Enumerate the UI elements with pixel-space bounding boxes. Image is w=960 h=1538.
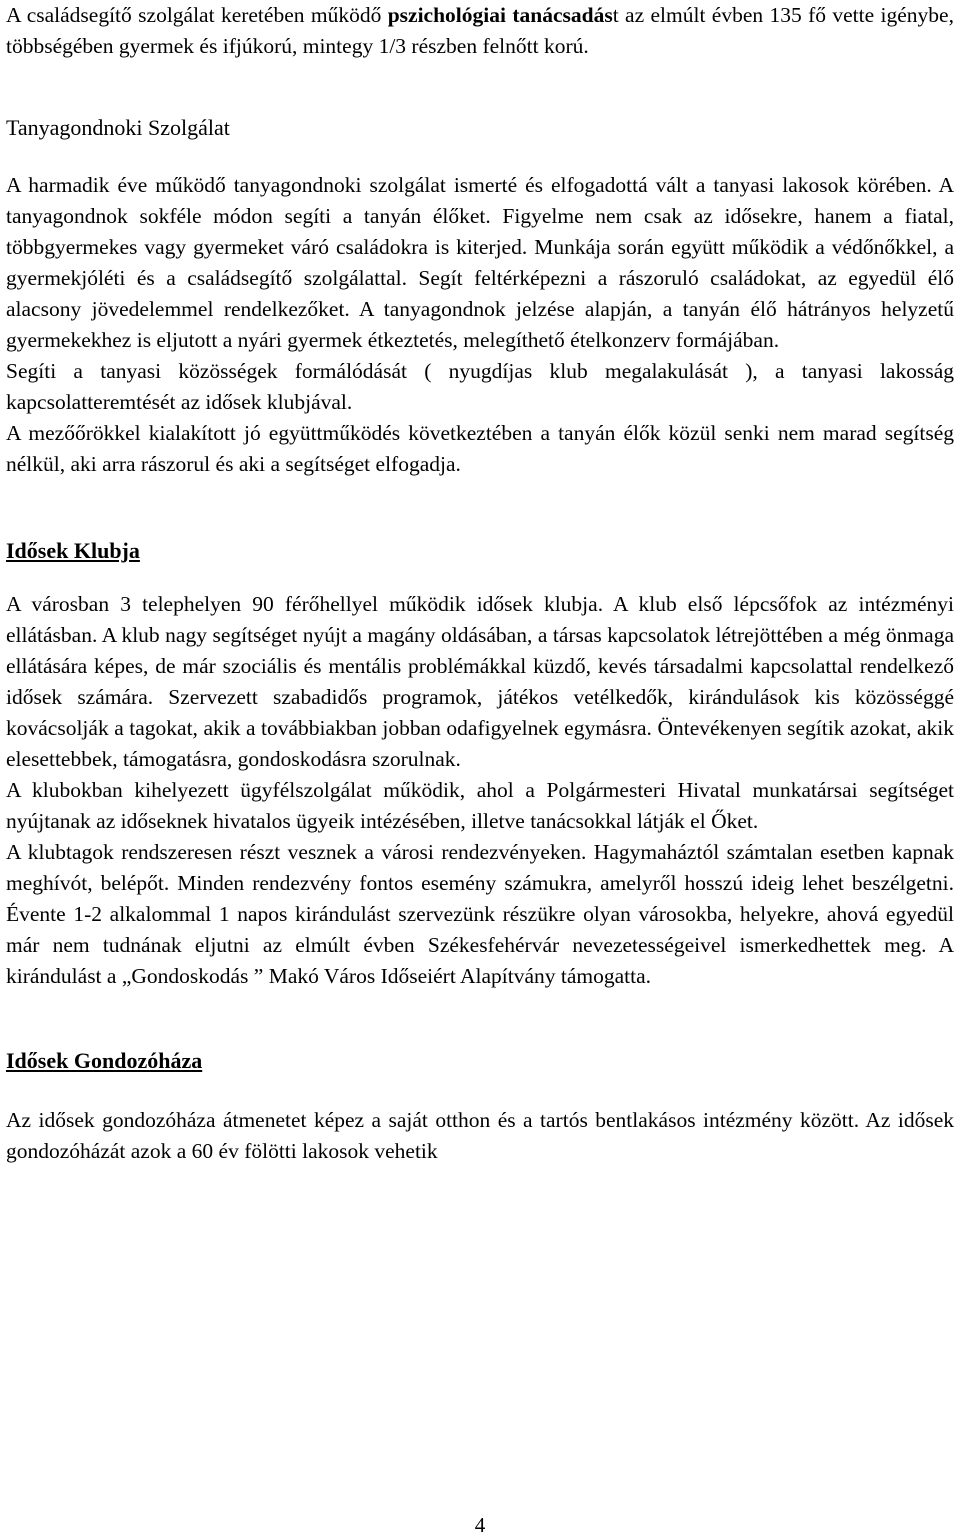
section-heading-idosek-klubja: Idősek Klubja <box>6 538 140 563</box>
page-number: 4 <box>474 1513 486 1537</box>
tanyagondnoki-paragraph-2: Segíti a tanyasi közösségek formálódását ( nyugdíjas klub megalakulását ), a tanyasi lakosság kapcsolatteremtését az idősek klubjával. <box>6 359 954 414</box>
intro-text-pre: A családsegítő szolgálat keretében működő <box>6 3 388 27</box>
klub-paragraph-2: A klubokban kihelyezett ügyfélszolgálat működik, ahol a Polgármesteri Hivatal munkatársai segítséget nyújtanak az időseknek hivatalos ügyeik intézésében, illetve tanácsokkal látják el Őket. <box>6 778 954 833</box>
tanyagondnoki-paragraph-1: A harmadik éve működő tanyagondnoki szolgálat ismerté és elfogadottá vált a tanyasi lakosok körében. A tanyagondnok sokféle módon segíti a tanyán élőket. Figyelme nem csak az idősekre, hanem a fiatal, többgyermekes vagy gyermeket váró családokra is kiterjed. Munkája során együtt működik a védőnőkkel, a gyermekjóléti és a családsegítő szolgálattal. Segít feltérképezni a rászoruló családokat, az egyedül élő alacsony jövedelemmel rendelkezőket. A tanyagondnok jelzése alapján, a tanyán élő hátrányos helyzetű gyermekekhez is eljutott a nyári gyermek étkeztetés, melegíthető ételkonzerv formájában. <box>6 173 954 352</box>
intro-text-bold: pszichológiai tanácsadás <box>387 3 613 27</box>
section-heading-tanyagondnoki: Tanyagondnoki Szolgálat <box>6 115 230 140</box>
section-heading-gondozohaza: Idősek Gondozóháza <box>6 1048 203 1073</box>
document-page <box>6 0 954 1167</box>
tanyagondnoki-paragraph-3: A mezőőrökkel kialakított jó együttműködés következtében a tanyán élők közül senki nem marad segítség nélkül, aki arra rászorul és aki a segítséget elfogadja. <box>6 421 954 476</box>
intro-paragraph <box>6 0 954 62</box>
klub-paragraph-3: A klubtagok rendszeresen részt vesznek a városi rendezvényeken. Hagymaháztól számtalan esetben kapnak meghívót, belépőt. Minden rendezvény fontos esemény számukra, amelyről hosszú ideig lehet beszélgetni. Évente 1-2 alkalommal 1 napos kirándulást szervezünk részükre olyan városokba, helyekre, ahová egyedül már nem tudnának eljutni az elmúlt évben Székesfehérvár nevezetességeivel ismerkedhettek meg. A kirándulást a „Gondoskodás ” Makó Város Időseiért Alapítvány támogatta. <box>6 840 954 988</box>
klub-paragraph-1: A városban 3 telephelyen 90 férőhellyel működik idősek klubja. A klub első lépcsőfok az intézményi ellátásban. A klub nagy segítséget nyújt a magány oldásában, a társas kapcsolatok létrejöttében a még önmaga ellátására képes, de már szociális és mentális problémákkal küzdő, kevés társadalmi kapcsolattal rendelkező idősek számára. Szervezett szabadidős programok, játékos vetélkedők, kirándulások kis közösséggé kovácsolják a tagokat, akik a továbbiakban jobban odafigyelnek egymásra. Öntevékenyen segítik azokat, akik elesettebbek, támogatásra, gondoskodásra szorulnak. <box>6 592 954 771</box>
gondozohaza-paragraph-1: Az idősek gondozóháza átmenetet képez a saját otthon és a tartós bentlakásos intézmény között. Az idősek gondozóházát azok a 60 év fölötti lakosok vehetik <box>6 1108 954 1163</box>
intro-text-post: t az elmúlt évben 135 fő vette igénybe, többségében gyermek és ifjúkorú, mintegy 1/3 részben felnőtt korú. <box>6 3 954 58</box>
